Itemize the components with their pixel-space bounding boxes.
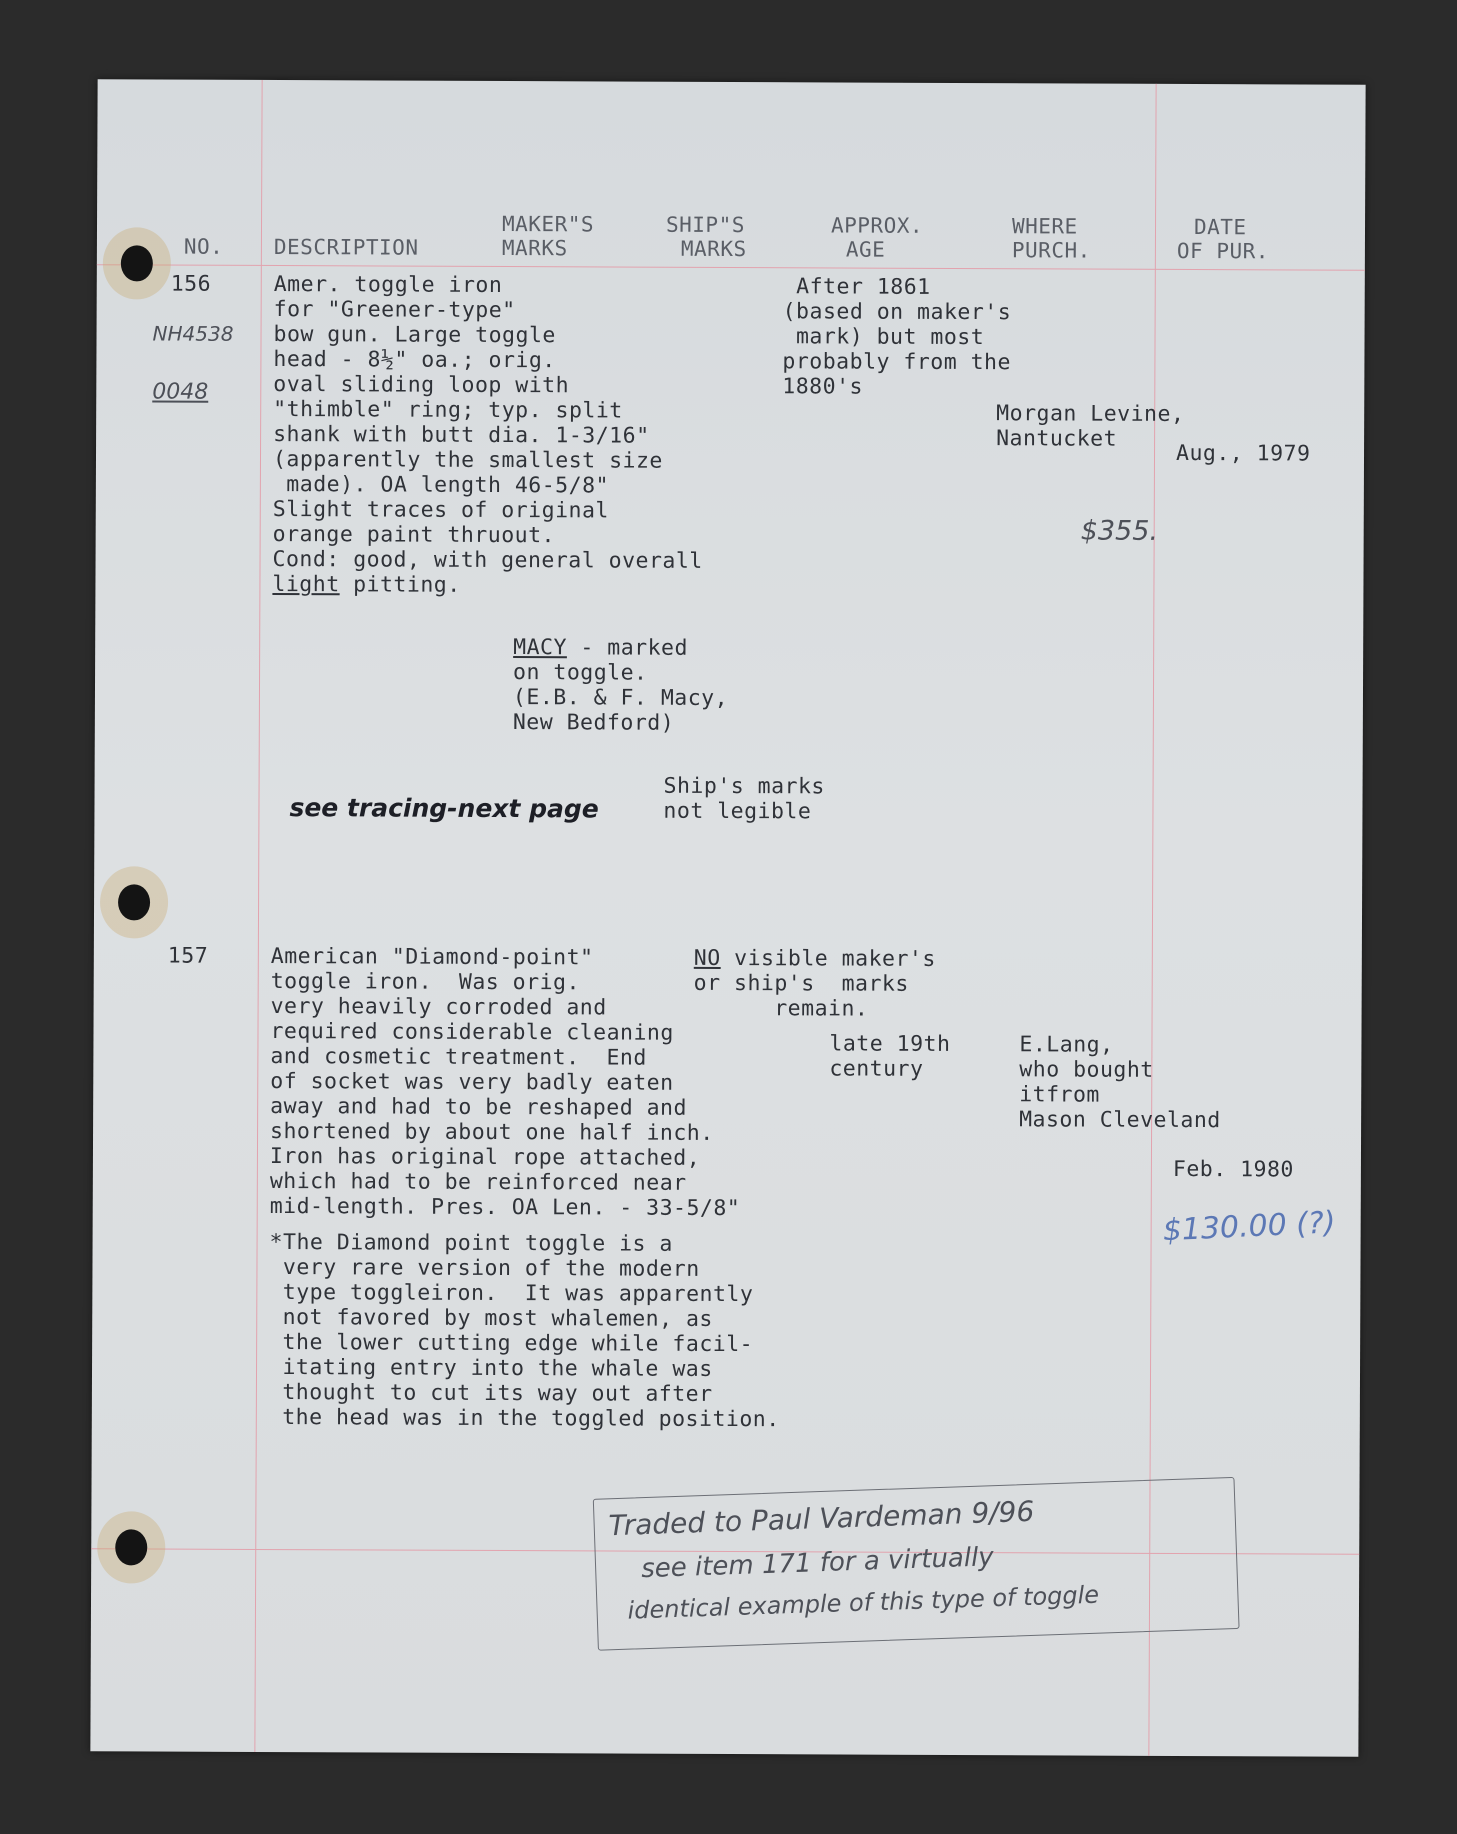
entry-157-note-line: type toggleiron. It was apparently <box>269 1280 754 1308</box>
entry-157-where-line: Mason Cleveland <box>1019 1107 1221 1134</box>
entry-156-desc-line: Amer. toggle iron <box>273 272 503 299</box>
entry-156-age-line: 1880's <box>782 374 864 400</box>
header-ships-marks-1: SHIP"S <box>665 212 745 238</box>
entry-156-condition-underlined: light <box>272 572 340 598</box>
header-rule <box>97 264 1365 271</box>
header-where-purch-1: WHERE <box>1011 214 1078 239</box>
entry-156-price: $355. <box>1080 515 1159 547</box>
entry-156-desc-line: orange paint thruout. <box>272 522 556 549</box>
entry-157-desc-line: which had to be reinforced near <box>269 1169 687 1196</box>
handwritten-see-item-line: see item 171 for a virtually <box>640 1542 995 1585</box>
left-margin-rule <box>254 80 262 1752</box>
entry-157-marks-line: remain. <box>693 995 869 1022</box>
entry-156-macy-line <box>513 635 688 661</box>
entry-157-desc-line: away and had to be reshaped and <box>270 1094 688 1121</box>
entry-157-desc-line: of socket was very badly eaten <box>270 1069 674 1096</box>
entry-156-desc-line: (apparently the smallest size <box>272 447 663 474</box>
header-approx-age-1: APPROX. <box>830 213 924 238</box>
entry-156-desc-line: oval sliding loop with <box>273 372 570 399</box>
entry-156-desc-line: shank with butt dia. 1-3/16" <box>273 422 650 449</box>
entry-156-ships-marks-line: not legible <box>663 798 812 825</box>
entry-156-where-purch-line: Nantucket <box>996 426 1118 452</box>
handwritten-identical-line: identical example of this type of toggle <box>627 1580 1100 1625</box>
header-makers-marks-1: MAKER"S <box>501 212 595 237</box>
entry-156-macy-underlined: MACY <box>513 635 568 661</box>
entry-156-desc-line: Slight traces of original <box>272 497 609 524</box>
header-ships-marks-2: MARKS <box>680 236 747 262</box>
entry-157-desc-line: Iron has original rope attached, <box>269 1144 701 1171</box>
entry-156-desc-line: made). OA length 46-5/8" <box>272 472 610 499</box>
entry-156-tracing-note: see tracing-next page <box>289 793 599 824</box>
entry-156-condition-line <box>272 572 460 598</box>
entry-157-desc-line: mid-length. Pres. OA Len. - 33-5/8" <box>269 1194 741 1222</box>
entry-157-price: $130.00 (?) <box>1161 1205 1337 1249</box>
entry-157-note-line: very rare version of the modern <box>269 1255 700 1282</box>
entry-156-accession-number: 0048 <box>152 379 209 405</box>
entry-157-where-line: E.Lang, <box>1019 1032 1114 1058</box>
binder-hole-bottom <box>115 1529 147 1565</box>
header-no: NO. <box>183 234 224 259</box>
entry-157-desc-line: American "Diamond-point" <box>270 944 594 971</box>
entry-156-number: 156 <box>170 271 212 297</box>
entry-157-date-of-pur: Feb. 1980 <box>1172 1156 1294 1183</box>
entry-157-marks-rest: visible maker's <box>720 945 936 972</box>
handwritten-trade-line: Traded to Paul Vardeman 9/96 <box>608 1494 1035 1543</box>
entry-157-note-line: not favored by most whalemen, as <box>269 1305 713 1332</box>
entry-157-desc-line: and cosmetic treatment. End <box>270 1044 647 1071</box>
entry-157-note-line: the lower cutting edge while facil- <box>269 1330 754 1358</box>
entry-156-catalog-number: NH4538 <box>152 321 234 346</box>
entry-157-where-line: itfrom <box>1019 1082 1100 1108</box>
entry-157-note-line: thought to cut its way out after <box>268 1380 713 1407</box>
entry-157-age-line: late 19th <box>829 1031 951 1057</box>
binder-hole-middle <box>118 884 150 920</box>
entry-156-desc-line: for "Greener-type" <box>273 297 516 324</box>
entry-157-note-line: *The Diamond point toggle is a <box>269 1230 673 1257</box>
header-where-purch-2: PURCH. <box>1011 238 1091 263</box>
entry-156-desc-line: bow gun. Large toggle <box>273 322 556 349</box>
entry-156-macy-rest: - marked <box>566 635 689 661</box>
handwritten-trade-box <box>593 1477 1240 1651</box>
entry-157-note-line: itating entry into the whale was <box>268 1355 713 1382</box>
binder-hole-top <box>121 245 153 281</box>
entry-156-age-line: After 1861 <box>782 274 931 300</box>
header-approx-age-2: AGE <box>845 237 886 262</box>
entry-156-age-line: mark) but most <box>782 324 985 351</box>
entry-156-makers-mark-line: on toggle. <box>513 660 648 686</box>
entry-157-number: 157 <box>167 943 209 969</box>
header-date-of-pur-1: DATE <box>1193 215 1247 240</box>
entry-157-age-line: century <box>829 1056 924 1082</box>
entry-157-note-line: the head was in the toggled position. <box>268 1405 780 1433</box>
entry-156-desc-line: head - 8½" oa.; orig. <box>273 347 556 374</box>
entry-156-date-of-pur: Aug., 1979 <box>1175 440 1311 467</box>
header-makers-marks-2: MARKS <box>501 236 568 261</box>
entry-156-age-line: (based on maker's <box>782 299 1012 326</box>
entry-156-makers-mark-line: (E.B. & F. Macy, <box>512 685 729 711</box>
entry-157-desc-line: very heavily corroded and <box>270 994 607 1021</box>
entry-157-where-line: who bought <box>1019 1057 1154 1083</box>
entry-157-desc-line: shortened by about one half inch. <box>270 1119 714 1146</box>
entry-157-marks-first-line <box>694 946 936 972</box>
entry-156-condition-rest: pitting. <box>339 572 461 598</box>
entry-156-desc-line: Cond: good, with general overall <box>272 547 703 574</box>
header-description: DESCRIPTION <box>273 235 419 260</box>
entry-156-desc-line: "thimble" ring; typ. split <box>273 397 623 424</box>
entry-157-desc-line: required considerable cleaning <box>270 1019 674 1046</box>
header-date-of-pur-2: OF PUR. <box>1176 238 1269 264</box>
entry-157-marks-underlined: NO <box>693 945 721 971</box>
entry-157-marks-line: or ship's marks <box>693 970 909 997</box>
entry-156-age-line: probably from the <box>782 349 1012 376</box>
document-sheet <box>90 79 1365 1757</box>
entry-157-desc-line: toggle iron. Was orig. <box>270 969 580 996</box>
entry-156-where-purch-line: Morgan Levine, <box>996 401 1185 427</box>
entry-156-makers-mark-line: New Bedford) <box>512 710 675 736</box>
entry-156-ships-marks-line: Ship's marks <box>663 773 825 800</box>
